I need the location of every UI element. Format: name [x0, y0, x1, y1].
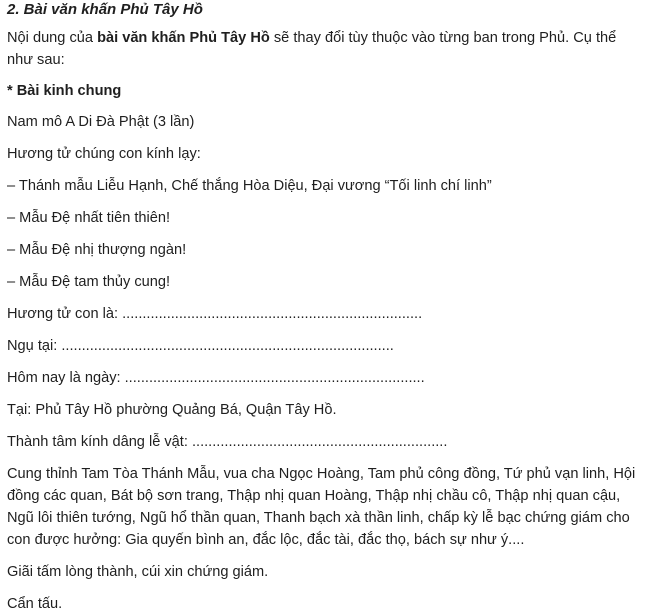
- address-line: Ngụ tại: ..................................................................................: [7, 338, 394, 354]
- date-line: Hôm nay là ngày: ..........................................................................: [7, 370, 425, 386]
- intro-paragraph: [7, 27, 639, 71]
- deity-line-4: – Mẫu Đệ tam thủy cung!: [7, 274, 171, 290]
- name-line: Hương tử con là: ..........................................................................: [7, 306, 423, 322]
- intro-text-before: Nội dung của: [7, 30, 98, 46]
- intro-text-after: sẽ thay đổi tùy thuộc vào từng ban trong Phủ. Cụ thể như sau:: [7, 30, 617, 68]
- deity-line-2: – Mẫu Đệ nhất tiên thiên!: [7, 210, 171, 226]
- invocation-line: Nam mô A Di Đà Phật (3 lần): [7, 114, 195, 130]
- end-line: Cẩn tấu.: [7, 596, 63, 612]
- deity-line-3: – Mẫu Đệ nhị thượng ngàn!: [7, 242, 187, 258]
- section-heading: 2. Bài văn khấn Phủ Tây Hồ: [7, 1, 203, 18]
- prayer-paragraph: Cung thỉnh Tam Tòa Thánh Mẫu, vua cha Ngọc Hoàng, Tam phủ công đồng, Tứ phủ vạn linh, Hội đồng các quan, Bát bộ sơn trang, Thập nhị quan Hoàng, Thập nhị chầu cô, Thập nhị quan cậu, Ngũ lôi thiên tướng, Ngũ hổ thần quan, Thanh bạch xà thần linh, chấp kỳ lễ bạc chứng giám cho con được hưởng: Gia quyến bình an, đắc lộc, đắc tài, đắc thọ, bách sự như ý....: [7, 466, 636, 548]
- deity-line-1: – Thánh mẫu Liễu Hạnh, Chế thắng Hòa Diệu, Đại vương “Tối linh chí linh”: [7, 178, 492, 194]
- intro-bold-title: bài văn khấn Phủ Tây Hồ: [97, 30, 270, 46]
- closing-line: Giãi tấm lòng thành, cúi xin chứng giám.: [7, 564, 269, 580]
- document-body: [7, 0, 647, 615]
- location-line: Tại: Phủ Tây Hồ phường Quảng Bá, Quận Tây Hồ.: [7, 402, 337, 418]
- offering-line: Thành tâm kính dâng lễ vật: ...............................................................: [7, 434, 448, 450]
- greeting-line: Hương tử chúng con kính lạy:: [7, 146, 201, 162]
- sub-heading: * Bài kinh chung: [7, 83, 122, 99]
